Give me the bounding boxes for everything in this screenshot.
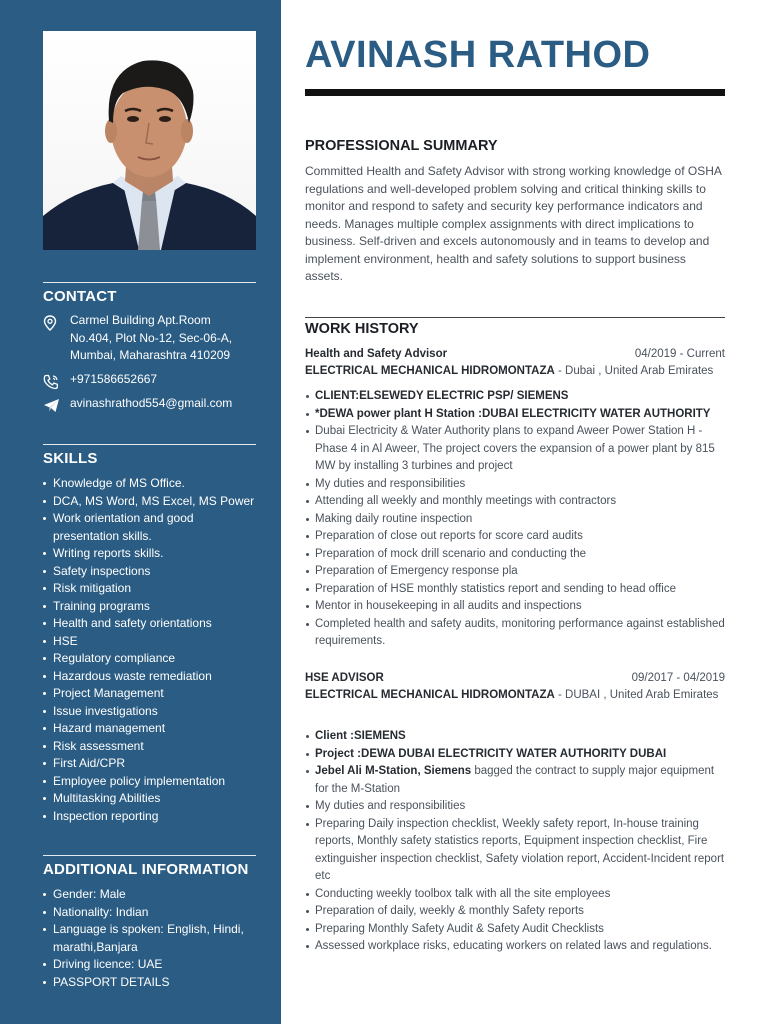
bullet-text: Making daily routine inspection [315, 512, 473, 525]
skills-section [43, 444, 256, 825]
list-item [305, 528, 725, 546]
list-item: First Aid/CPR [43, 755, 256, 773]
sidebar [0, 0, 281, 1024]
list-item: Language is spoken: English, Hindi, marathi,Banjara [43, 921, 256, 956]
company-name: ELECTRICAL MECHANICAL HIDROMONTAZA [305, 365, 555, 377]
contact-heading: CONTACT [43, 288, 117, 305]
list-item: Safety inspections [43, 563, 256, 581]
job-title: HSE ADVISOR [305, 672, 384, 684]
list-item [305, 763, 725, 798]
divider [43, 444, 256, 445]
list-item: Inspection reporting [43, 808, 256, 826]
phone-icon [43, 371, 70, 390]
bullet-text: Preparation of Emergency response pla [315, 565, 518, 577]
bullet-bold: Client :SIEMENS [315, 730, 406, 742]
list-item [305, 406, 725, 424]
bullet-bold: Project :DEWA DUBAI ELECTRICITY WATER AUTHORITY DUBAI [315, 747, 667, 760]
list-item [305, 598, 725, 616]
list-item [305, 798, 725, 816]
list-item: PASSPORT DETAILS [43, 974, 256, 992]
bullet-text: Attending all weekly and monthly meetings with contractors [315, 495, 617, 507]
bullet-text: Preparation of daily, weekly & monthly Safety reports [315, 905, 584, 917]
divider [305, 317, 725, 318]
summary-heading: PROFESSIONAL SUMMARY [305, 138, 498, 154]
job-bullets [305, 388, 725, 651]
bullet-text: Assessed workplace risks, educating workers on related laws and regulations. [315, 940, 712, 952]
additional-info-section [43, 855, 256, 991]
bullet-bold: *DEWA power plant H Station :DUBAI ELECTRICITY WATER AUTHORITY [315, 407, 711, 420]
list-item: Employee policy implementation [43, 773, 256, 791]
list-item [305, 728, 725, 746]
profile-photo [43, 31, 256, 250]
list-item: Health and safety orientations [43, 615, 256, 633]
contact-address [43, 312, 256, 365]
contact-section [43, 282, 256, 410]
list-item: Hazard management [43, 720, 256, 738]
list-item: Risk assessment [43, 738, 256, 756]
list-item [305, 563, 725, 581]
list-item [305, 616, 725, 651]
list-item [305, 511, 725, 529]
job-title: Health and Safety Advisor [305, 348, 448, 360]
list-item: Writing reports skills. [43, 545, 256, 563]
job-header [305, 670, 725, 688]
candidate-name: AVINASH RATHOD [305, 34, 651, 76]
company-location: - Dubai , United Arab Emirates [554, 365, 714, 377]
skills-list [43, 475, 256, 825]
company-name: ELECTRICAL MECHANICAL HIDROMONTAZA [305, 689, 555, 701]
company-location: - DUBAI , United Arab Emirates [554, 689, 719, 701]
bullet-text: Preparation of mock drill scenario and conducting the [315, 547, 587, 560]
list-item: Project Management [43, 685, 256, 703]
divider [43, 282, 256, 283]
list-item [305, 921, 725, 939]
list-item: Issue investigations [43, 703, 256, 721]
bullet-text: Dubai Electricity & Water Authority plans to expand Aweer Power Station H - Phase 4 in Al Aweer, The project covers the expansion of a power plant by 815 MW by installing 3 turbines and project [315, 425, 715, 472]
skills-heading: SKILLS [43, 450, 98, 467]
bullet-text: Completed health and safety audits, monitoring performance against established requirements. [315, 617, 725, 647]
list-item [305, 581, 725, 599]
job-company [305, 687, 725, 705]
job-header [305, 346, 725, 364]
list-item: Training programs [43, 598, 256, 616]
contact-phone [43, 371, 256, 390]
job-dates: 04/2019 - Current [634, 348, 725, 360]
job-company [305, 363, 725, 381]
bullet-bold: Jebel Ali M-Station, Siemens [315, 765, 472, 777]
list-item [305, 388, 725, 406]
list-item [305, 476, 725, 494]
list-item: Regulatory compliance [43, 650, 256, 668]
list-item: Nationality: Indian [43, 904, 256, 922]
list-item [305, 886, 725, 904]
list-item [305, 903, 725, 921]
list-item [305, 746, 725, 764]
list-item [305, 423, 725, 476]
bullet-text: Preparation of close out reports for score card audits [315, 530, 583, 542]
bullet-bold: CLIENT:ELSEWEDY ELECTRIC PSP/ SIEMENS [315, 390, 569, 402]
job-dates: 09/2017 - 04/2019 [631, 672, 725, 684]
contact-email [43, 395, 256, 413]
list-item: Hazardous waste remediation [43, 668, 256, 686]
divider [43, 855, 256, 856]
job-bullets [305, 728, 725, 956]
list-item: Risk mitigation [43, 580, 256, 598]
list-item [305, 938, 725, 956]
additional-info-list [43, 886, 256, 991]
work-history-heading: WORK HISTORY [305, 321, 419, 337]
list-item: Gender: Male [43, 886, 256, 904]
additional-info-heading: ADDITIONAL INFORMATION [43, 861, 249, 878]
bullet-text: My duties and responsibilities [315, 477, 466, 490]
list-item: Driving licence: UAE [43, 956, 256, 974]
email-text[interactable]: avinashrathod554@gmail.com [70, 396, 233, 410]
list-item [305, 493, 725, 511]
summary-text: Committed Health and Safety Advisor with strong working knowledge of OSHA regulations and well-developed problem solving and critical thinking skills to monitor and respond to safety and security key performance indicators and needs. Manages multiple complex assignments with direct implications to business. Self-driven and excels autonomously and in teams to develop and implement environment, health and safety solutions to support business assets. [305, 164, 722, 283]
list-item [305, 546, 725, 564]
list-item: Knowledge of MS Office. [43, 475, 256, 493]
list-item: Multitasking Abilities [43, 790, 256, 808]
bullet-text: Preparation of HSE monthly statistics report and sending to head office [315, 582, 676, 595]
bullet-text: bagged the contract to supply major equipment for the M-Station [315, 765, 715, 795]
phone-text[interactable]: +971586652667 [70, 372, 158, 386]
bullet-text: Preparing Daily inspection checklist, Weekly safety report, In-house training reports, Monthly safety statistics reports, Equipment inspection checklist, Fire extinguisher inspection checklist, Safety violation report, Accident-Incident report etc [315, 817, 725, 882]
list-item: HSE [43, 633, 256, 651]
name-underline [305, 89, 725, 96]
bullet-text: Mentor in housekeeping in all audits and inspections [315, 600, 582, 612]
send-icon [43, 395, 70, 413]
list-item [305, 816, 725, 886]
bullet-text: Conducting weekly toolbox talk with all the site employees [315, 887, 611, 900]
address-text: Carmel Building Apt.Room No.404, Plot No-12, Sec-06-A, Mumbai, Maharashtra 410209 [70, 313, 233, 362]
location-pin-icon [43, 312, 70, 365]
bullet-text: My duties and responsibilities [315, 800, 466, 812]
bullet-text: Preparing Monthly Safety Audit & Safety Audit Checklists [315, 922, 604, 935]
list-item: DCA, MS Word, MS Excel, MS Power [43, 493, 256, 511]
list-item: Work orientation and good presentation skills. [43, 510, 256, 545]
